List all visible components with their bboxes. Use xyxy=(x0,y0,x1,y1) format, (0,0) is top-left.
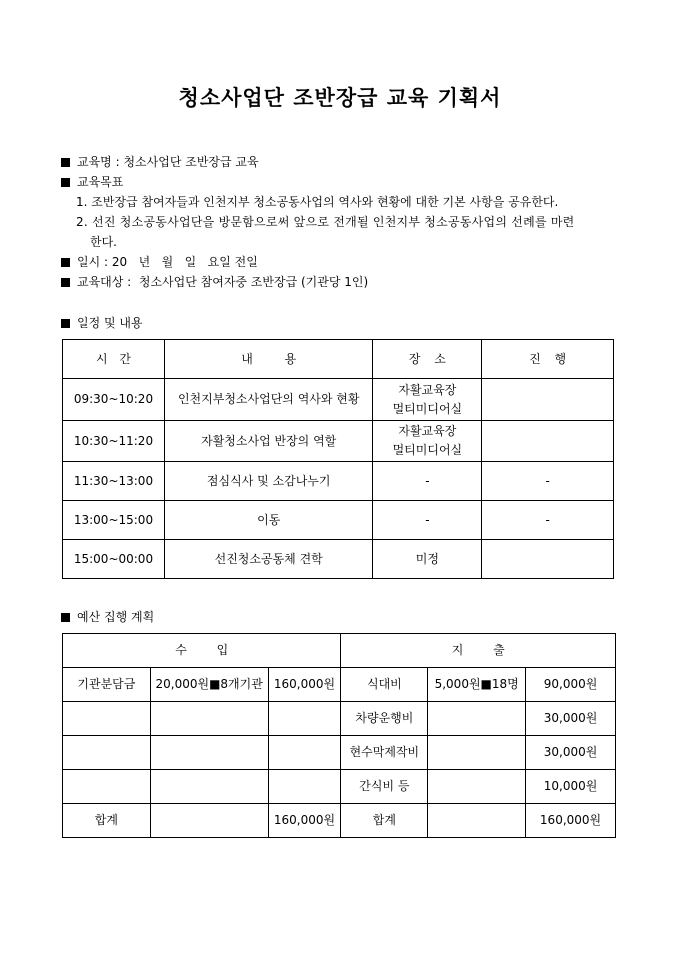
income-item: 기관분담금 xyxy=(63,668,151,702)
budget-heading-line xyxy=(61,609,154,625)
row-host xyxy=(482,540,614,579)
expense-header: 지 출 xyxy=(341,634,616,668)
goal-2-cont: 한다. xyxy=(90,235,117,249)
square-bullet-icon xyxy=(61,613,70,622)
edu-name-line xyxy=(61,154,259,170)
expense-calc xyxy=(428,804,526,838)
schedule-heading: 일정 및 내용 xyxy=(77,316,143,330)
table-row xyxy=(63,501,614,540)
income-calc xyxy=(150,770,268,804)
square-bullet-icon xyxy=(61,258,70,267)
income-amount xyxy=(268,770,341,804)
expense-item: 간식비 등 xyxy=(341,770,428,804)
row-content: 인천지부청소사업단의 역사와 현황 xyxy=(164,379,373,421)
row-host: - xyxy=(482,462,614,501)
income-header: 수 입 xyxy=(63,634,341,668)
income-calc xyxy=(150,804,268,838)
total-row xyxy=(63,804,616,838)
income-amount: 160,000원 xyxy=(268,668,341,702)
row-time: 11:30~13:00 xyxy=(63,462,165,501)
schedule-heading-line xyxy=(61,315,143,331)
expense-total-label: 합계 xyxy=(341,804,428,838)
row-time: 10:30~11:20 xyxy=(63,421,165,462)
target-text: 교육대상 : 청소사업단 참여자중 조반장급 (기관당 1인) xyxy=(77,275,369,289)
target-line xyxy=(61,274,368,290)
document-title: 청소사업단 조반장급 교육 기획서 xyxy=(178,85,502,110)
edu-name: 교육명 : 청소사업단 조반장급 교육 xyxy=(77,155,259,169)
budget-heading: 예산 집행 계획 xyxy=(77,610,155,624)
expense-amount: 30,000원 xyxy=(526,702,616,736)
date-line xyxy=(61,254,258,270)
row-content: 자활청소사업 반장의 역할 xyxy=(164,421,373,462)
schedule-table xyxy=(62,339,614,579)
expense-amount: 90,000원 xyxy=(526,668,616,702)
square-bullet-icon xyxy=(61,278,70,287)
row-host: - xyxy=(482,501,614,540)
date-text: 일시 : 20 년 월 일 요일 전일 xyxy=(77,255,258,269)
square-bullet-icon xyxy=(61,319,70,328)
table-row xyxy=(63,462,614,501)
income-total-label: 합계 xyxy=(63,804,151,838)
goal-header-line xyxy=(61,174,123,190)
expense-item: 식대비 xyxy=(341,668,428,702)
square-bullet-icon xyxy=(61,158,70,167)
income-calc: 20,000원■8개기관 xyxy=(150,668,268,702)
budget-table xyxy=(62,633,616,838)
square-bullet-icon xyxy=(61,178,70,187)
expense-item: 현수막제작비 xyxy=(341,736,428,770)
expense-amount: 10,000원 xyxy=(526,770,616,804)
expense-total: 160,000원 xyxy=(526,804,616,838)
goal-1: 1. 조반장급 참여자들과 인천지부 청소공동사업의 역사와 현황에 대한 기본 사항을 공유한다. xyxy=(76,195,559,209)
row-time: 13:00~15:00 xyxy=(63,501,165,540)
income-calc xyxy=(150,702,268,736)
goal-2: 2. 선진 청소공동사업단을 방문함으로써 앞으로 전개될 인천지부 청소공동사업의 선례를 마련 xyxy=(76,215,575,229)
row-time: 15:00~00:00 xyxy=(63,540,165,579)
expense-amount: 30,000원 xyxy=(526,736,616,770)
row-place: 자활교육장 멀티미디어실 xyxy=(373,379,482,421)
expense-calc xyxy=(428,736,526,770)
expense-item: 차량운행비 xyxy=(341,702,428,736)
row-host xyxy=(482,421,614,462)
row-content: 점심식사 및 소감나누기 xyxy=(164,462,373,501)
table-row xyxy=(63,421,614,462)
income-item xyxy=(63,736,151,770)
header-time: 시 간 xyxy=(63,340,165,379)
row-content: 선진청소공동체 견학 xyxy=(164,540,373,579)
goal-header: 교육목표 xyxy=(77,175,124,189)
expense-calc: 5,000원■18명 xyxy=(428,668,526,702)
header-place: 장 소 xyxy=(373,340,482,379)
budget-header-row xyxy=(63,634,616,668)
table-row xyxy=(63,736,616,770)
income-item xyxy=(63,770,151,804)
income-total: 160,000원 xyxy=(268,804,341,838)
table-row xyxy=(63,770,616,804)
expense-calc xyxy=(428,702,526,736)
table-row xyxy=(63,379,614,421)
row-place: 자활교육장 멀티미디어실 xyxy=(373,421,482,462)
schedule-header-row xyxy=(63,340,614,379)
row-time: 09:30~10:20 xyxy=(63,379,165,421)
income-item xyxy=(63,702,151,736)
row-host xyxy=(482,379,614,421)
table-row xyxy=(63,702,616,736)
header-content: 내 용 xyxy=(164,340,373,379)
income-amount xyxy=(268,702,341,736)
table-row xyxy=(63,540,614,579)
row-place: - xyxy=(373,462,482,501)
expense-calc xyxy=(428,770,526,804)
row-content: 이동 xyxy=(164,501,373,540)
table-row xyxy=(63,668,616,702)
income-calc xyxy=(150,736,268,770)
header-host: 진 행 xyxy=(482,340,614,379)
row-place: - xyxy=(373,501,482,540)
row-place: 미정 xyxy=(373,540,482,579)
income-amount xyxy=(268,736,341,770)
